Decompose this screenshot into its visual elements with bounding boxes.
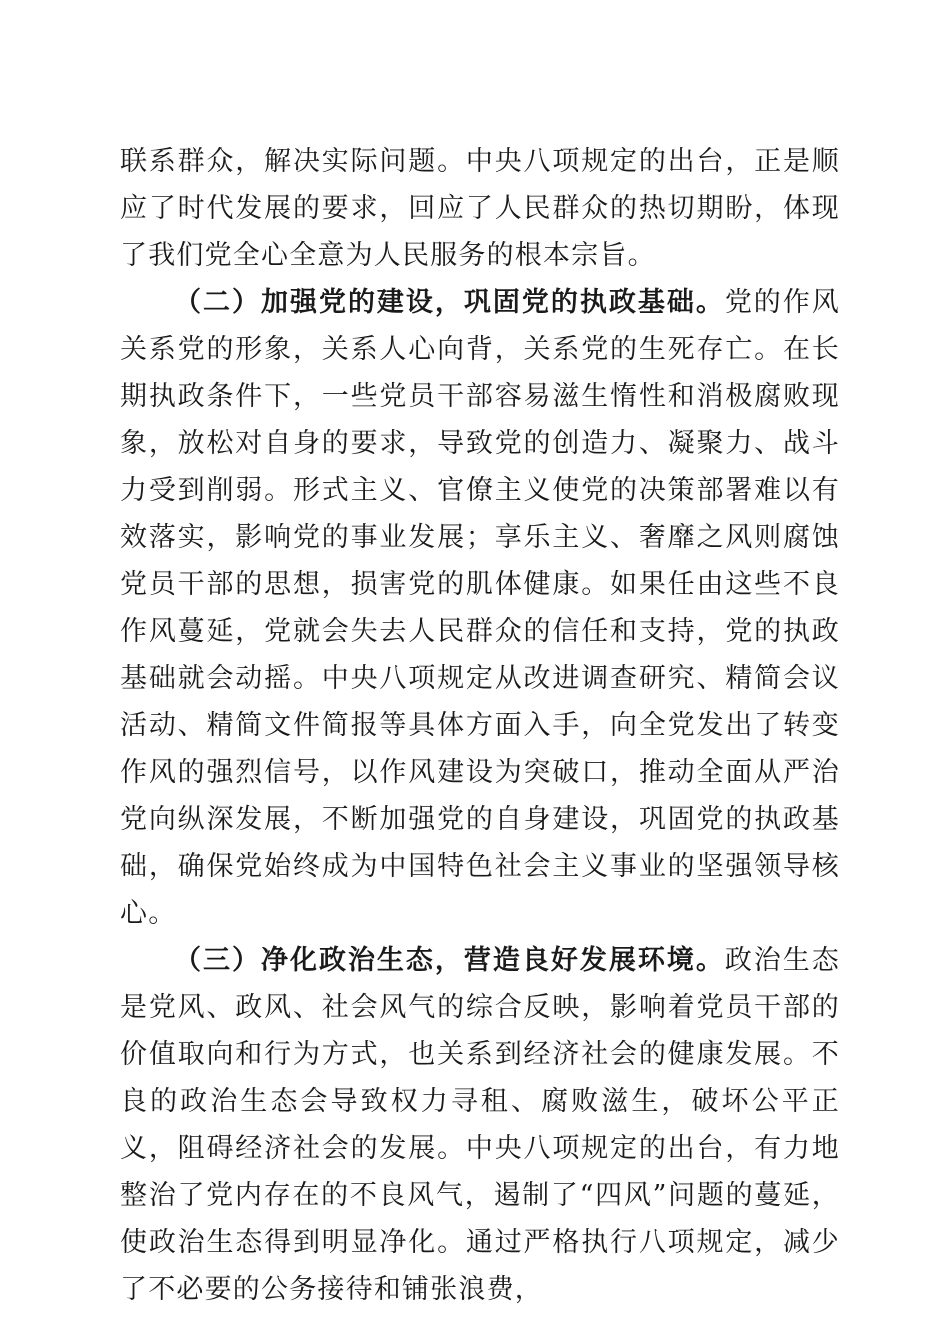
paragraph-text: 党的作风关系党的形象，关系人心向背，关系党的生死存亡。在长期执政条件下，一些党员干部容易滋生惰性和消极腐败现象，放松对自身的要求，导致党的创造力、凝聚力、战斗力受到削弱。形式主义、官僚主义使党的决策部署难以有效落实，影响党的事业发展；享乐主义、奢靡之风则腐蚀党员干部的思想，损害党的肌体健康。如果任由这些不良作风蔓延，党就会失去人民群众的信任和支持，党的执政基础就会动摇。中央八项规定从改进调查研究、精简会议活动、精简文件简报等具体方面入手，向全党发出了转变作风的强烈信号，以作风建设为突破口，推动全面从严治党向纵深发展，不断加强党的自身建设，巩固党的执政基础，确保党始终成为中国特色社会主义事业的坚强领导核心。: [120, 287, 840, 929]
section-heading: （二）加强党的建设，巩固党的执政基础。: [174, 287, 725, 318]
paragraph-text: 联系群众，解决实际问题。中央八项规定的出台，正是顺应了时代发展的要求，回应了人民群众的热切期盼，体现了我们党全心全意为人民服务的根本宗旨。: [120, 146, 840, 271]
paragraph-continuation: [120, 138, 840, 279]
paragraph-section-3: [120, 937, 840, 1313]
paragraph-text: 政治生态是党风、政风、社会风气的综合反映，影响着党员干部的价值取向和行为方式，也关系到经济社会的健康发展。不良的政治生态会导致权力寻租、腐败滋生，破坏公平正义，阻碍经济社会的发展。中央八项规定的出台，有力地整治了党内存在的不良风气，遏制了“四风”问题的蔓延，使政治生态得到明显净化。通过严格执行八项规定，减少了不必要的公务接待和铺张浪费，: [120, 945, 840, 1305]
paragraph-section-2: [120, 279, 840, 937]
section-heading: （三）净化政治生态，营造良好发展环境。: [174, 945, 725, 976]
document-page: [120, 138, 840, 1313]
